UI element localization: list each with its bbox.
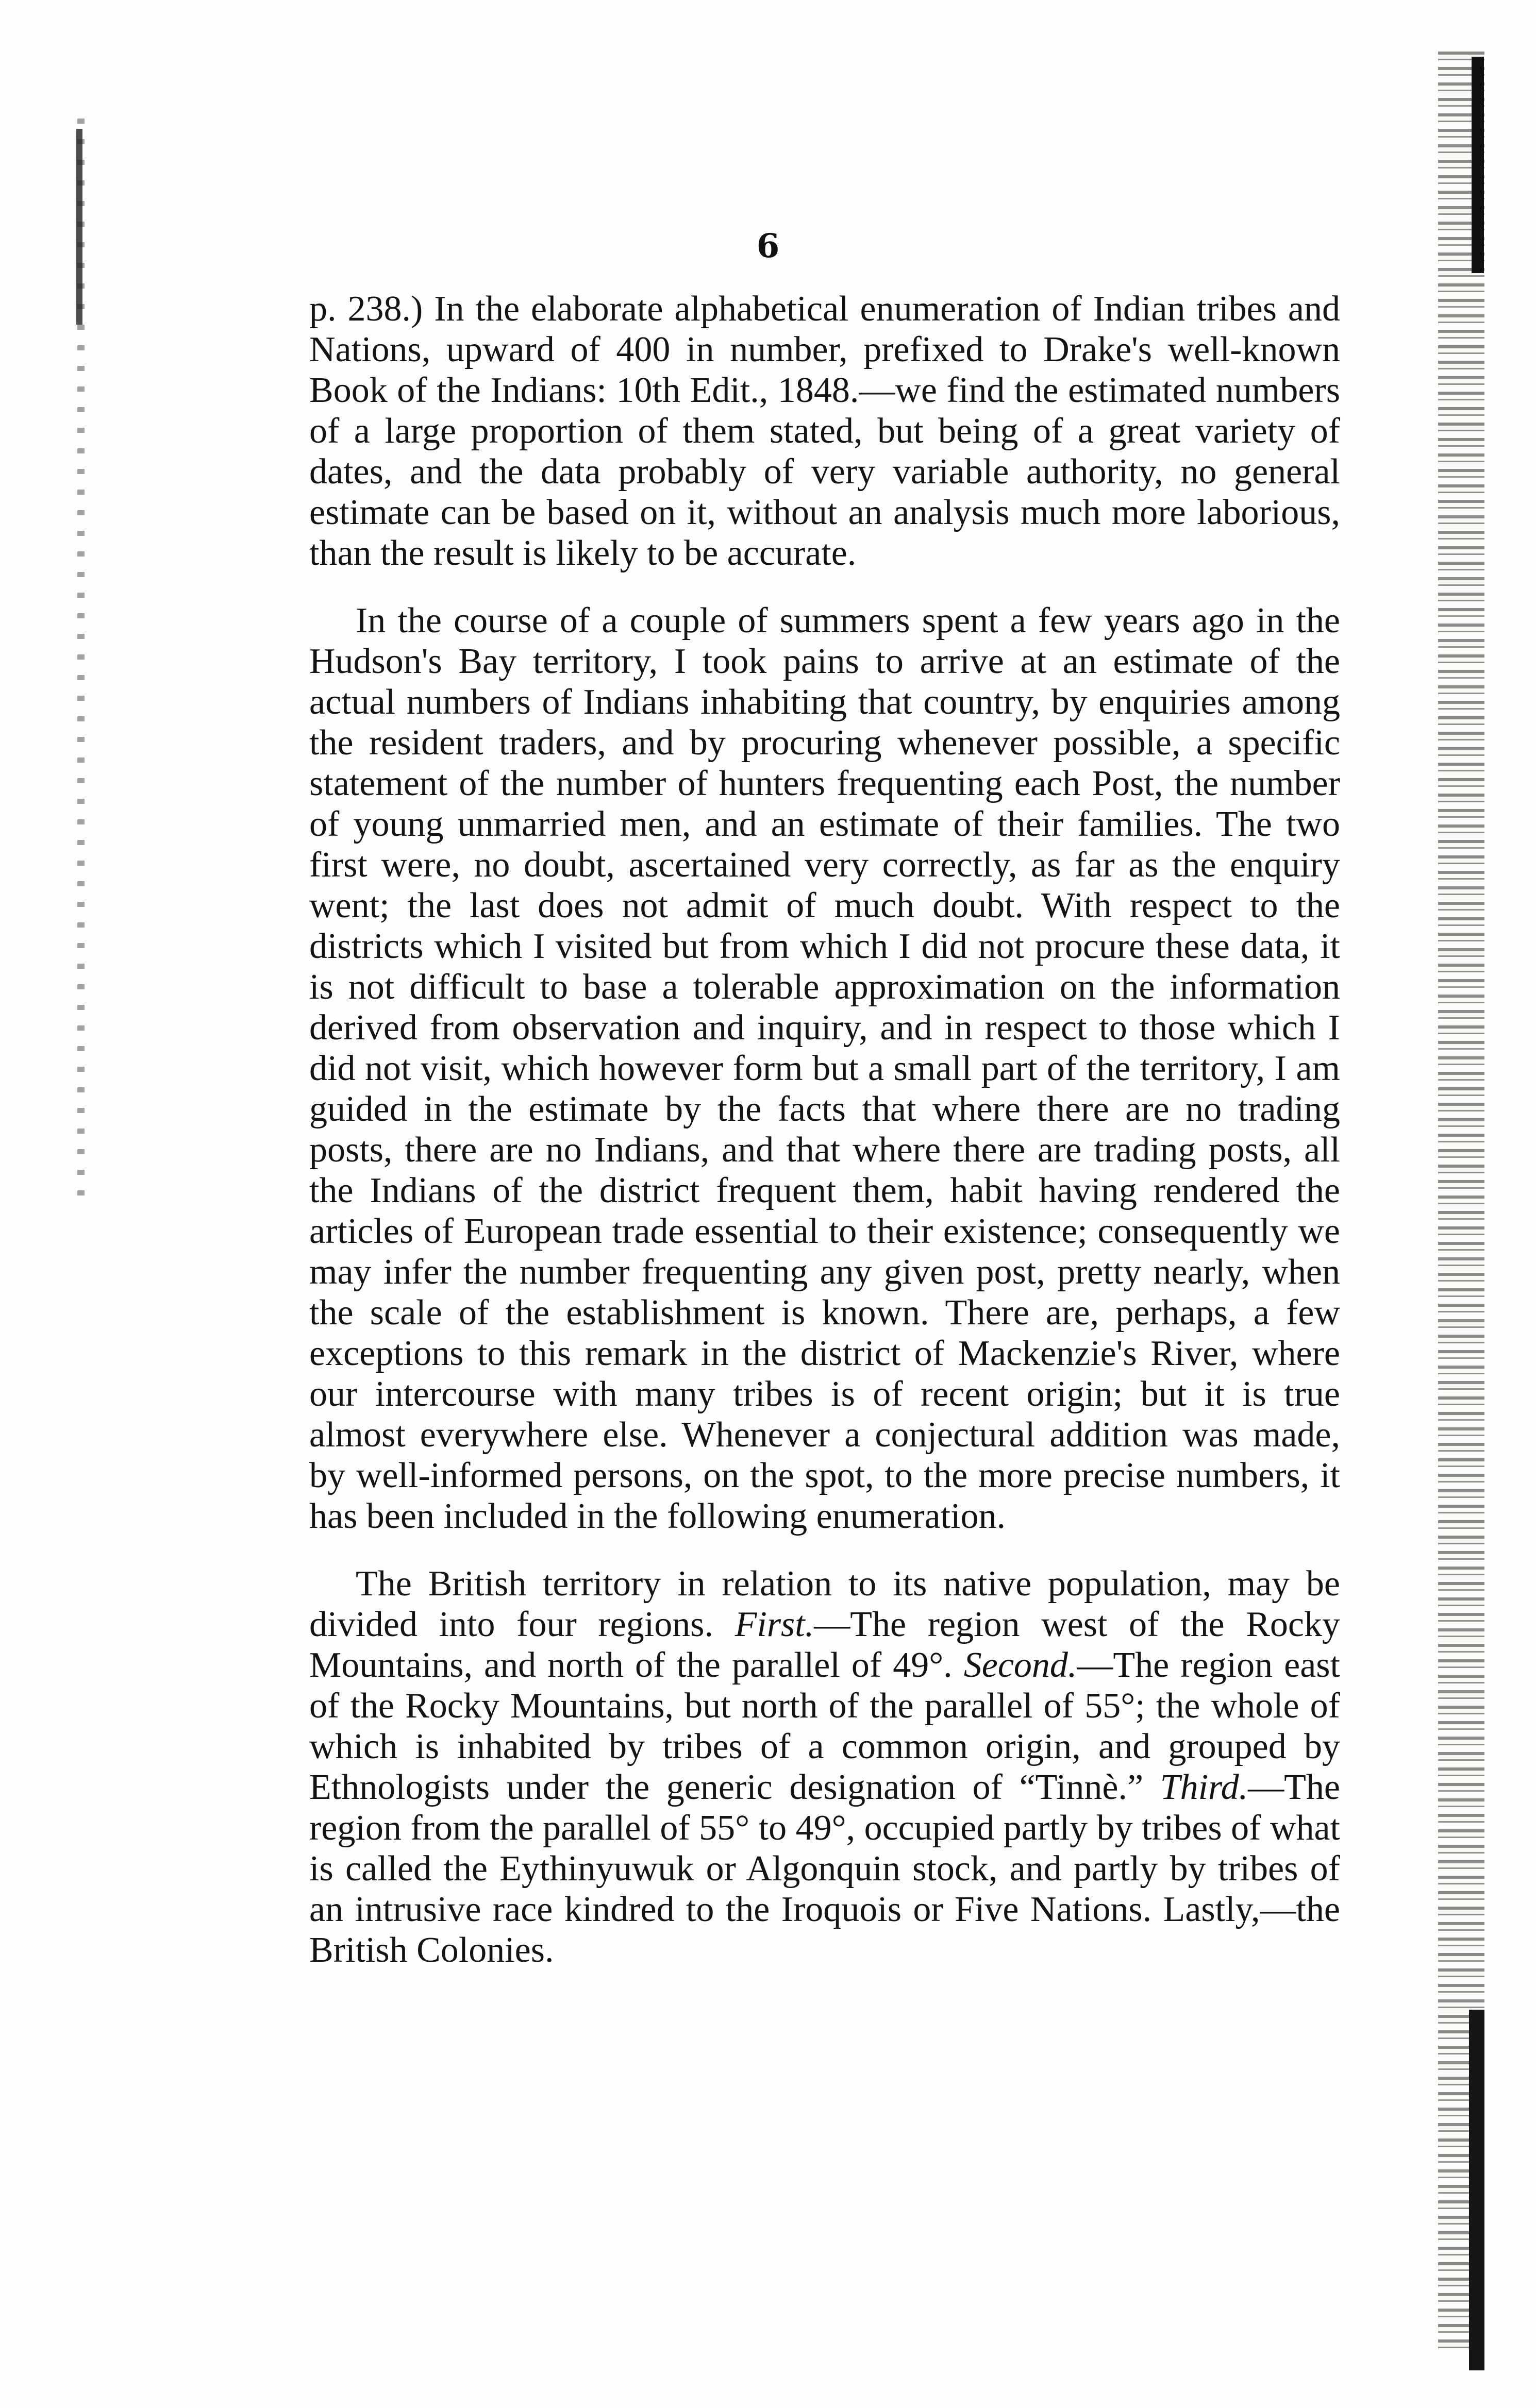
second-label: Second. <box>963 1645 1077 1685</box>
scan-edge-right-bottom <box>1469 2010 1484 2370</box>
regions-intro: The British territory in relation to its native population, may be divided into four regions. <box>309 1564 1340 1644</box>
first-text: —The region west of the Rocky Mountains, and north of the parallel of 49°. <box>309 1605 1340 1685</box>
last-label: Lastly, <box>1163 1890 1260 1929</box>
paragraph-drake-enumeration: p. 238.) In the elaborate alphabetical enumeration of Indian tribes and Nations, upward of 400 in number, prefixed to Drake's well-known Book of the Indians: 10th Edit., 1848.—we find the estimated numbers of a large proportion of them stated, but being of a great variety of dates, and the data probably of very variable authority, no general estimate can be based on it, without an analysis much more laborious, than the result is likely to be accurate. <box>309 289 1340 573</box>
last-text: —the British Colonies. <box>309 1890 1340 1970</box>
paragraph-hudsons-bay-estimate: In the course of a couple of summers spent a few years ago in the Hudson's Bay territory, I took pains to arrive at an estimate of the actual numbers of Indians inhabiting that country, by enquiries among the resident traders, and by procuring whenever possible, a specific statement of the number of hunters frequenting each Post, the number of young unmarried men, and an estimate of their families. The two first were, no doubt, ascertained very correctly, as far as the enquiry went; the last does not admit of much doubt. With respect to the districts which I visited but from which I did not procure these data, it is not difficult to base a tolerable approximation on the information derived from observation and inquiry, and in respect to those which I did not visit, which however form but a small part of the territory, I am guided in the estimate by the facts that where there are no trading posts, there are no Indians, and that where there are trading posts, all the Indians of the district frequent them, habit having rendered the articles of European trade essential to their existence; consequently we may infer the number frequenting any given post, pretty nearly, when the scale of the establishment is known. There are, perhaps, a few exceptions to this remark in the district of Mackenzie's River, where our intercourse with many tribes is of recent origin; but it is true almost everywhere else. Whenever a conjectural addition was made, by well-informed persons, on the spot, to the more precise numbers, it has been included in the following enumeration. <box>309 601 1340 1536</box>
paragraph-four-regions <box>309 1563 1340 1971</box>
second-text: —The region east of the Rocky Mountains, but north of the parallel of 55°; the whole of which is inhabited by tribes of a common origin, and grouped by Ethnologists under the generic designation of “Tinnè.” <box>309 1645 1340 1807</box>
scan-edge-right <box>1438 52 1484 2350</box>
body-text <box>309 289 1340 1997</box>
third-label: Third. <box>1160 1767 1248 1807</box>
page-number: 6 <box>756 227 780 265</box>
first-label: First. <box>734 1605 814 1644</box>
third-text: —The region from the parallel of 55° to 49°, occupied partly by tribes of what is called the Eythinyuwuk or Algonquin stock, and partly by tribes of an intrusive race kindred to the Iroquois or Five Nations. <box>309 1767 1340 1929</box>
